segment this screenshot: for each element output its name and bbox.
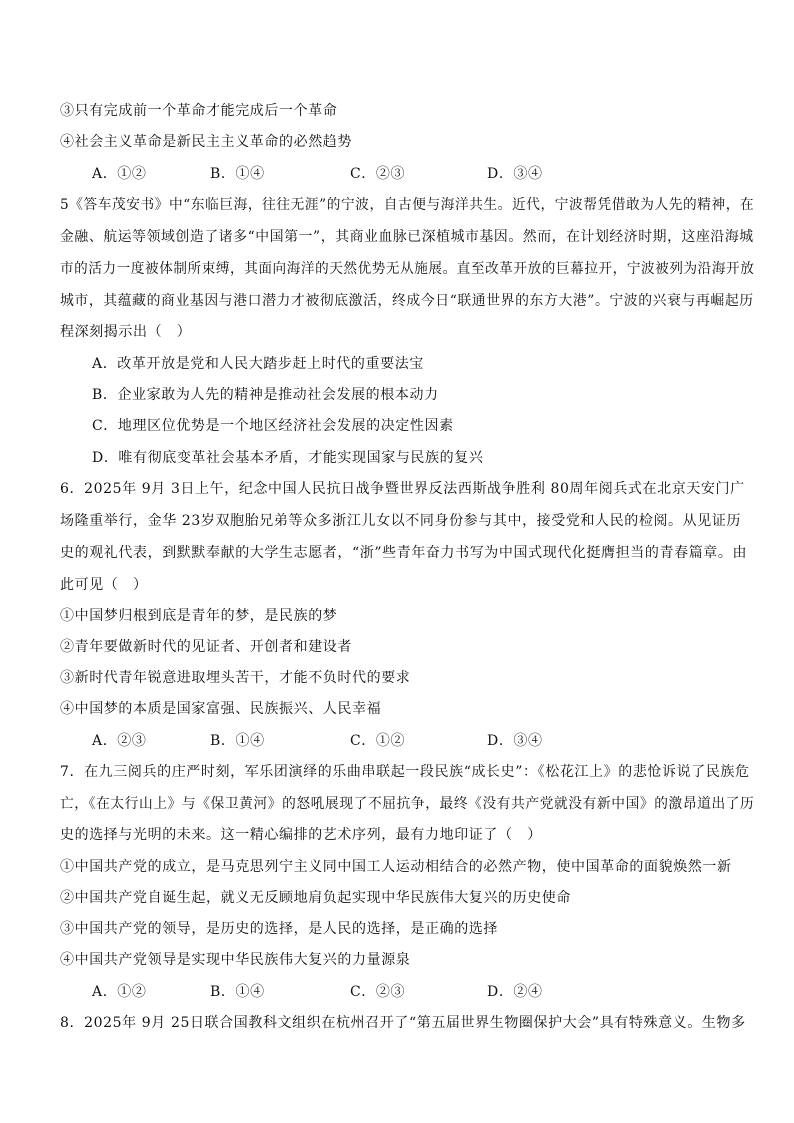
q8-line-1: 8．2025年 9月 25日联合国教科文组织在杭州召开了“第五届世界生物圈保护大会”具有特殊意义。生物多 xyxy=(60,1015,746,1031)
q6-line-3: 史的观礼代表，到默默奉献的大学生志愿者，“浙”些青年奋力书写为中国式现代化挺膺担当的青春篇章。由 xyxy=(60,545,748,561)
q6-line-1: 6．2025年 9月 3日上午，纪念中国人民抗日战争暨世界反法西斯战争胜利 80周年阅兵式在北京天安门广 xyxy=(60,481,745,497)
q5-choice-b: B．企业家敢为人先的精神是推动社会发展的根本动力 xyxy=(92,387,439,403)
q6-line-2: 场隆重举行，金华 23岁双胞胎兄弟等众多浙江儿女以不同身份参与其中，接受党和人民的检阅。从见证历 xyxy=(60,513,742,529)
q6-statement-2: ②青年要做新时代的见证者、开创者和建设者 xyxy=(60,639,352,655)
q7-option-b: B．①④ xyxy=(210,984,265,1000)
q5-line-2: 金融、航运等领域创造了诸多“中国第一”，其商业血脉已深植城市基因。然而，在计划经济时期，这座沿海城 xyxy=(60,229,754,245)
q7-option-d: D．②④ xyxy=(487,984,543,1000)
q7-line-3: 史的选择与光明的未来。这一精心编排的艺术序列，最有力地印证了（ ） xyxy=(60,827,542,843)
q4-option-a: A．①② xyxy=(92,166,147,182)
q6-statement-4: ④中国梦的本质是国家富强、民族振兴、人民幸福 xyxy=(60,701,382,717)
q5-choice-a: A．改革开放是党和人民大踏步赶上时代的重要法宝 xyxy=(92,356,424,372)
q6-line-4: 此可见（ ） xyxy=(60,577,148,593)
q6-option-d: D．③④ xyxy=(487,733,543,749)
q6-option-c: C．①② xyxy=(350,733,406,749)
q7-statement-4: ④中国共产党领导是实现中华民族伟大复兴的力量源泉 xyxy=(60,952,411,968)
q7-statement-1: ①中国共产党的成立，是马克思列宁主义同中国工人运动相结合的必然产物，使中国革命的面貌焕然一新 xyxy=(60,859,732,875)
q7-line-1: 7．在九三阅兵的庄严时刻，军乐团演绎的乐曲串联起一段民族“成长史”：《松花江上》的悲怆诉说了民族危 xyxy=(60,764,750,780)
q4-option-d: D．③④ xyxy=(487,166,543,182)
q7-option-a: A．①② xyxy=(92,984,147,1000)
q5-line-4: 城市，其蕴藏的商业基因与港口潜力才被彻底激活，终成今日“联通世界的东方大港”。宁波的兴衰与再崛起历 xyxy=(60,293,754,309)
q7-line-2: 亡，《在太行山上》与《保卫黄河》的怒吼展现了不屈抗争，最终《没有共产党就没有新中国》的激昂道出了历 xyxy=(60,796,755,812)
q4-option-b: B．①④ xyxy=(210,166,265,182)
q5-choice-c: C．地理区位优势是一个地区经济社会发展的决定性因素 xyxy=(92,418,454,434)
q7-statement-3: ③中国共产党的领导，是历史的选择，是人民的选择，是正确的选择 xyxy=(60,921,498,937)
q5-line-3: 市的活力一度被体制所束缚，其面向海洋的天然优势无从施展。直至改革开放的巨幕拉开，宁波被列为沿海开放 xyxy=(60,261,755,277)
q4-statement-4: ④社会主义革命是新民主主义革命的必然趋势 xyxy=(60,134,352,150)
q5-choice-d: D．唯有彻底变革社会基本矛盾，才能实现国家与民族的复兴 xyxy=(92,450,484,466)
q5-line-1: 5《答车茂安书》中“东临巨海，往往无涯”的宁波，自古便与海洋共生。近代，宁波帮凭借敢为人先的精神，在 xyxy=(60,197,755,213)
q6-option-a: A．②③ xyxy=(92,733,147,749)
q6-statement-1: ①中国梦归根到底是青年的梦，是民族的梦 xyxy=(60,608,338,624)
q4-statement-3: ③只有完成前一个革命才能完成后一个革命 xyxy=(60,103,338,119)
q6-statement-3: ③新时代青年锐意进取埋头苦干，才能不负时代的要求 xyxy=(60,670,411,686)
q6-option-b: B．①④ xyxy=(210,733,265,749)
q7-statement-2: ②中国共产党自诞生起，就义无反顾地肩负起实现中华民族伟大复兴的历史使命 xyxy=(60,890,571,906)
q4-option-c: C．②③ xyxy=(350,166,406,182)
q5-line-5: 程深刻揭示出（ ） xyxy=(60,324,192,340)
q7-option-c: C．②③ xyxy=(350,984,406,1000)
